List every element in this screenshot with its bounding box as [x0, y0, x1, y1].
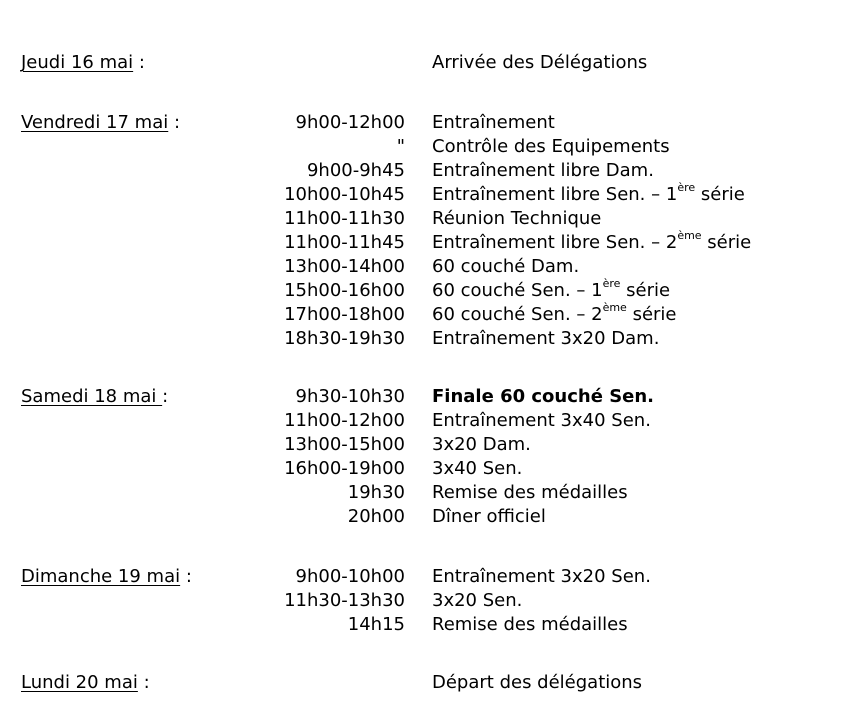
- entry-time: 20h00: [347, 506, 405, 527]
- schedule-entry: [0, 52, 849, 76]
- entry-activity-text: 60 couché Sen. – 1: [432, 280, 603, 301]
- entry-activity-text: Entraînement: [432, 112, 555, 133]
- entry-activity-text: Dîner officiel: [432, 506, 546, 527]
- entry-activity-text: Entraînement libre Sen. – 1: [432, 184, 678, 205]
- entry-time: ": [396, 136, 405, 157]
- entry-activity-text: Contrôle des Equipements: [432, 136, 670, 157]
- entry-activity-text: Arrivée des Délégations: [432, 52, 648, 73]
- entry-time: 13h00-14h00: [284, 256, 405, 277]
- entry-activity: [432, 160, 654, 181]
- entry-activity: [432, 434, 531, 455]
- day-colon: :: [180, 566, 192, 587]
- entry-activity: [432, 208, 601, 229]
- day-colon: :: [137, 672, 150, 693]
- entry-activity: [432, 301, 677, 325]
- entry-time: 16h00-19h00: [284, 458, 405, 479]
- entry-activity: [432, 458, 522, 479]
- entry-activity-text: 60 couché Dam.: [432, 256, 580, 277]
- entry-activity: [432, 506, 546, 527]
- entry-activity-text: Entraînement libre Sen. – 2: [432, 232, 678, 253]
- day-colon: :: [162, 386, 169, 407]
- entry-activity-suffix: série: [701, 232, 752, 253]
- entry-activity: [432, 256, 579, 277]
- schedule-entry: [0, 160, 849, 184]
- schedule-entry: [0, 672, 849, 696]
- schedule-entry: [0, 277, 849, 304]
- entry-time: 9h30-10h30: [295, 386, 405, 407]
- day-name: Jeudi 16 mai: [21, 52, 134, 73]
- entry-activity-suffix: série: [620, 280, 671, 301]
- entry-activity-text: Réunion Technique: [432, 208, 602, 229]
- entry-activity-text: Remise des médailles: [432, 482, 628, 503]
- schedule-entry: [0, 229, 849, 256]
- entry-activity: [432, 181, 745, 205]
- entry-time: 14h15: [347, 614, 405, 635]
- entry-time: 11h30-13h30: [284, 590, 405, 611]
- schedule-entry: [0, 328, 849, 352]
- schedule-entry: [0, 410, 849, 434]
- entry-activity: [432, 229, 752, 253]
- schedule-entry: [0, 256, 849, 280]
- entry-activity-text: Finale 60 couché Sen.: [432, 386, 655, 407]
- schedule-entry: [0, 590, 849, 614]
- day-colon: :: [133, 52, 145, 73]
- schedule-entry: [0, 301, 849, 328]
- entry-time: 13h00-15h00: [284, 434, 405, 455]
- entry-activity: [432, 112, 555, 133]
- entry-activity: [432, 590, 522, 611]
- schedule-entry: [0, 506, 849, 530]
- schedule-entry: [0, 136, 849, 160]
- entry-time: 18h30-19h30: [284, 328, 405, 349]
- entry-activity: [432, 672, 642, 693]
- entry-time: 9h00-10h00: [295, 566, 405, 587]
- entry-time: 11h00-12h00: [284, 410, 405, 431]
- entry-activity-text: Entraînement 3x40 Sen.: [432, 410, 651, 431]
- entry-activity: [432, 386, 654, 407]
- entry-time: 19h30: [347, 482, 405, 503]
- entry-time: 9h00-12h00: [295, 112, 405, 133]
- entry-activity: [432, 277, 671, 301]
- day-name: Vendredi 17 mai: [21, 112, 169, 133]
- day-colon: :: [168, 112, 181, 133]
- schedule-entry: [0, 434, 849, 458]
- entry-activity-text: Départ des délégations: [432, 672, 643, 693]
- entry-activity: [432, 328, 659, 349]
- entry-activity-text: 3x20 Dam.: [432, 434, 531, 455]
- entry-activity-text: 3x40 Sen.: [432, 458, 523, 479]
- entry-activity: [432, 52, 647, 73]
- entry-time: 17h00-18h00: [284, 304, 405, 325]
- entry-time: 15h00-16h00: [284, 280, 405, 301]
- schedule-entry: [0, 482, 849, 506]
- schedule-entry: [0, 386, 849, 410]
- entry-superscript: ème: [602, 301, 627, 314]
- entry-time: 11h00-11h45: [284, 232, 405, 253]
- entry-superscript: ère: [602, 277, 621, 290]
- schedule-entry: [0, 181, 849, 208]
- entry-activity: [432, 410, 651, 431]
- entry-activity-text: Entraînement 3x20 Sen.: [432, 566, 651, 587]
- entry-time: 11h00-11h30: [284, 208, 405, 229]
- entry-activity-suffix: série: [626, 304, 677, 325]
- entry-superscript: ère: [677, 181, 696, 194]
- schedule-entry: [0, 112, 849, 136]
- entry-time: 9h00-9h45: [306, 160, 405, 181]
- entry-activity: [432, 566, 651, 587]
- schedule-entry: [0, 566, 849, 590]
- entry-activity-text: 60 couché Sen. – 2: [432, 304, 603, 325]
- schedule-entry: [0, 208, 849, 232]
- entry-time: 10h00-10h45: [284, 184, 405, 205]
- entry-activity: [432, 136, 670, 157]
- entry-activity: [432, 614, 628, 635]
- entry-activity: [432, 482, 628, 503]
- entry-activity-text: Entraînement 3x20 Dam.: [432, 328, 660, 349]
- schedule-entry: [0, 614, 849, 638]
- schedule-entry: [0, 458, 849, 482]
- entry-activity-suffix: série: [695, 184, 745, 205]
- entry-activity-text: Entraînement libre Dam.: [432, 160, 654, 181]
- entry-activity-text: 3x20 Sen.: [432, 590, 523, 611]
- entry-superscript: ème: [677, 229, 702, 242]
- entry-activity-text: Remise des médailles: [432, 614, 628, 635]
- day-name: Dimanche 19 mai: [21, 566, 181, 587]
- day-name: Lundi 20 mai: [21, 672, 138, 693]
- day-name: Samedi 18 mai: [21, 386, 163, 407]
